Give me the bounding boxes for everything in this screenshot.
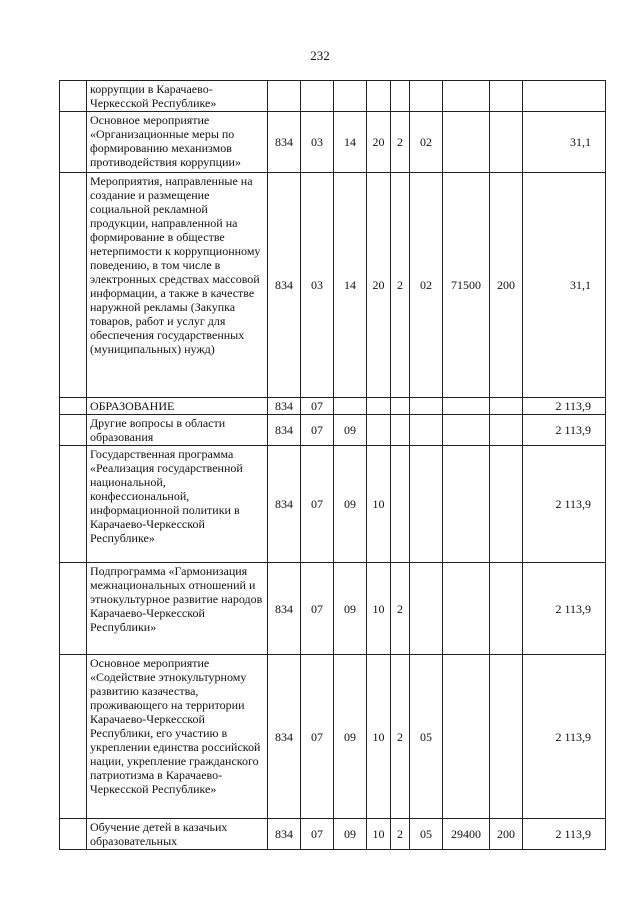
table-row xyxy=(60,112,606,173)
sum-cell: 31,1 xyxy=(523,173,606,398)
item-name-cell: Основное мероприятие «Организационные меры по формированию механизмов противодействия коррупции» xyxy=(87,112,268,173)
subsection-code-cell: 09 xyxy=(334,415,367,446)
expense-type-cell xyxy=(490,655,523,819)
expense-type-cell xyxy=(490,398,523,415)
program-code-cell: 10 xyxy=(367,446,391,563)
event-code-cell: 02 xyxy=(410,173,443,398)
row-number-cell xyxy=(60,81,87,112)
subsection-code-cell: 09 xyxy=(334,655,367,819)
ministry-code-cell: 834 xyxy=(268,112,301,173)
section-code-cell xyxy=(301,81,334,112)
section-code-cell: 03 xyxy=(301,173,334,398)
direction-code-cell xyxy=(443,415,490,446)
item-name-cell: Другие вопросы в области образования xyxy=(87,415,268,446)
item-name-cell: Мероприятия, направленные на создание и размещение социальной рекламной продукции, направленной на формирование в обществе нетерпимости к коррупционному поведению, в том числе в электронных средствах массовой информации, а также в качестве наружной рекламы (Закупка товаров, работ и услуг для обеспечения государственных (муниципальных) нужд) xyxy=(87,173,268,398)
row-number-cell xyxy=(60,819,87,850)
subprogram-code-cell: 2 xyxy=(391,563,410,655)
expense-type-cell xyxy=(490,446,523,563)
event-code-cell xyxy=(410,81,443,112)
section-code-cell: 07 xyxy=(301,398,334,415)
program-code-cell: 20 xyxy=(367,173,391,398)
subsection-code-cell xyxy=(334,398,367,415)
sum-cell: 2 113,9 xyxy=(523,415,606,446)
item-name-cell: Государственная программа «Реализация государственной национальной, конфессиональной, информационной политики в Карачаево-Черкесской Республике» xyxy=(87,446,268,563)
direction-code-cell xyxy=(443,655,490,819)
item-name-cell: ОБРАЗОВАНИЕ xyxy=(87,398,268,415)
program-code-cell xyxy=(367,415,391,446)
row-number-cell xyxy=(60,173,87,398)
direction-code-cell xyxy=(443,398,490,415)
sum-cell xyxy=(523,81,606,112)
event-code-cell: 05 xyxy=(410,655,443,819)
budget-table xyxy=(59,80,606,850)
section-code-cell: 07 xyxy=(301,563,334,655)
table-row xyxy=(60,819,606,850)
subsection-code-cell xyxy=(334,81,367,112)
expense-type-cell xyxy=(490,112,523,173)
section-code-cell: 03 xyxy=(301,112,334,173)
ministry-code-cell: 834 xyxy=(268,173,301,398)
sum-cell: 2 113,9 xyxy=(523,446,606,563)
subprogram-code-cell xyxy=(391,81,410,112)
subsection-code-cell: 14 xyxy=(334,112,367,173)
sum-cell: 2 113,9 xyxy=(523,563,606,655)
direction-code-cell xyxy=(443,81,490,112)
subsection-code-cell: 09 xyxy=(334,446,367,563)
ministry-code-cell: 834 xyxy=(268,398,301,415)
direction-code-cell xyxy=(443,446,490,563)
section-code-cell: 07 xyxy=(301,819,334,850)
sum-cell: 2 113,9 xyxy=(523,655,606,819)
expense-type-cell xyxy=(490,81,523,112)
ministry-code-cell: 834 xyxy=(268,655,301,819)
subprogram-code-cell: 2 xyxy=(391,173,410,398)
page-number: 232 xyxy=(310,48,330,63)
program-code-cell: 10 xyxy=(367,655,391,819)
program-code-cell: 20 xyxy=(367,112,391,173)
row-number-cell xyxy=(60,398,87,415)
item-name-cell: Основное мероприятие «Содействие этнокультурному развитию казачества, проживающего на территории Карачаево-Черкесской Республики, его участию в укреплении единства российской нации, укрепление гражданского патриотизма в Карачаево-Черкесской Республике» xyxy=(87,655,268,819)
row-number-cell xyxy=(60,655,87,819)
event-code-cell xyxy=(410,446,443,563)
table-row xyxy=(60,398,606,415)
ministry-code-cell xyxy=(268,81,301,112)
direction-code-cell xyxy=(443,112,490,173)
event-code-cell: 05 xyxy=(410,819,443,850)
sum-cell: 31,1 xyxy=(523,112,606,173)
ministry-code-cell: 834 xyxy=(268,415,301,446)
subsection-code-cell: 09 xyxy=(334,819,367,850)
event-code-cell xyxy=(410,398,443,415)
expense-type-cell xyxy=(490,415,523,446)
expense-type-cell xyxy=(490,563,523,655)
event-code-cell xyxy=(410,415,443,446)
program-code-cell xyxy=(367,81,391,112)
ministry-code-cell: 834 xyxy=(268,446,301,563)
subprogram-code-cell xyxy=(391,398,410,415)
program-code-cell: 10 xyxy=(367,819,391,850)
subsection-code-cell: 14 xyxy=(334,173,367,398)
expense-type-cell: 200 xyxy=(490,173,523,398)
item-name-cell: Подпрограмма «Гармонизация межнациональных отношений и этнокультурное развитие народов Карачаево-Черкесской Республики» xyxy=(87,563,268,655)
sum-cell: 2 113,9 xyxy=(523,398,606,415)
section-code-cell: 07 xyxy=(301,655,334,819)
program-code-cell xyxy=(367,398,391,415)
event-code-cell xyxy=(410,563,443,655)
ministry-code-cell: 834 xyxy=(268,563,301,655)
row-number-cell xyxy=(60,446,87,563)
row-number-cell xyxy=(60,415,87,446)
row-number-cell xyxy=(60,112,87,173)
sum-cell: 2 113,9 xyxy=(523,819,606,850)
subprogram-code-cell: 2 xyxy=(391,655,410,819)
item-name-cell: коррупции в Карачаево-Черкесской Республике» xyxy=(87,81,268,112)
table-row xyxy=(60,446,606,563)
table-row xyxy=(60,81,606,112)
subsection-code-cell: 09 xyxy=(334,563,367,655)
expense-type-cell: 200 xyxy=(490,819,523,850)
table-row xyxy=(60,415,606,446)
event-code-cell: 02 xyxy=(410,112,443,173)
section-code-cell: 07 xyxy=(301,446,334,563)
direction-code-cell: 29400 xyxy=(443,819,490,850)
table-row xyxy=(60,655,606,819)
subprogram-code-cell xyxy=(391,415,410,446)
direction-code-cell xyxy=(443,563,490,655)
program-code-cell: 10 xyxy=(367,563,391,655)
section-code-cell: 07 xyxy=(301,415,334,446)
table-row xyxy=(60,173,606,398)
direction-code-cell: 71500 xyxy=(443,173,490,398)
subprogram-code-cell xyxy=(391,446,410,563)
table-row xyxy=(60,563,606,655)
row-number-cell xyxy=(60,563,87,655)
subprogram-code-cell: 2 xyxy=(391,819,410,850)
item-name-cell: Обучение детей в казачьих образовательных xyxy=(87,819,268,850)
ministry-code-cell: 834 xyxy=(268,819,301,850)
subprogram-code-cell: 2 xyxy=(391,112,410,173)
